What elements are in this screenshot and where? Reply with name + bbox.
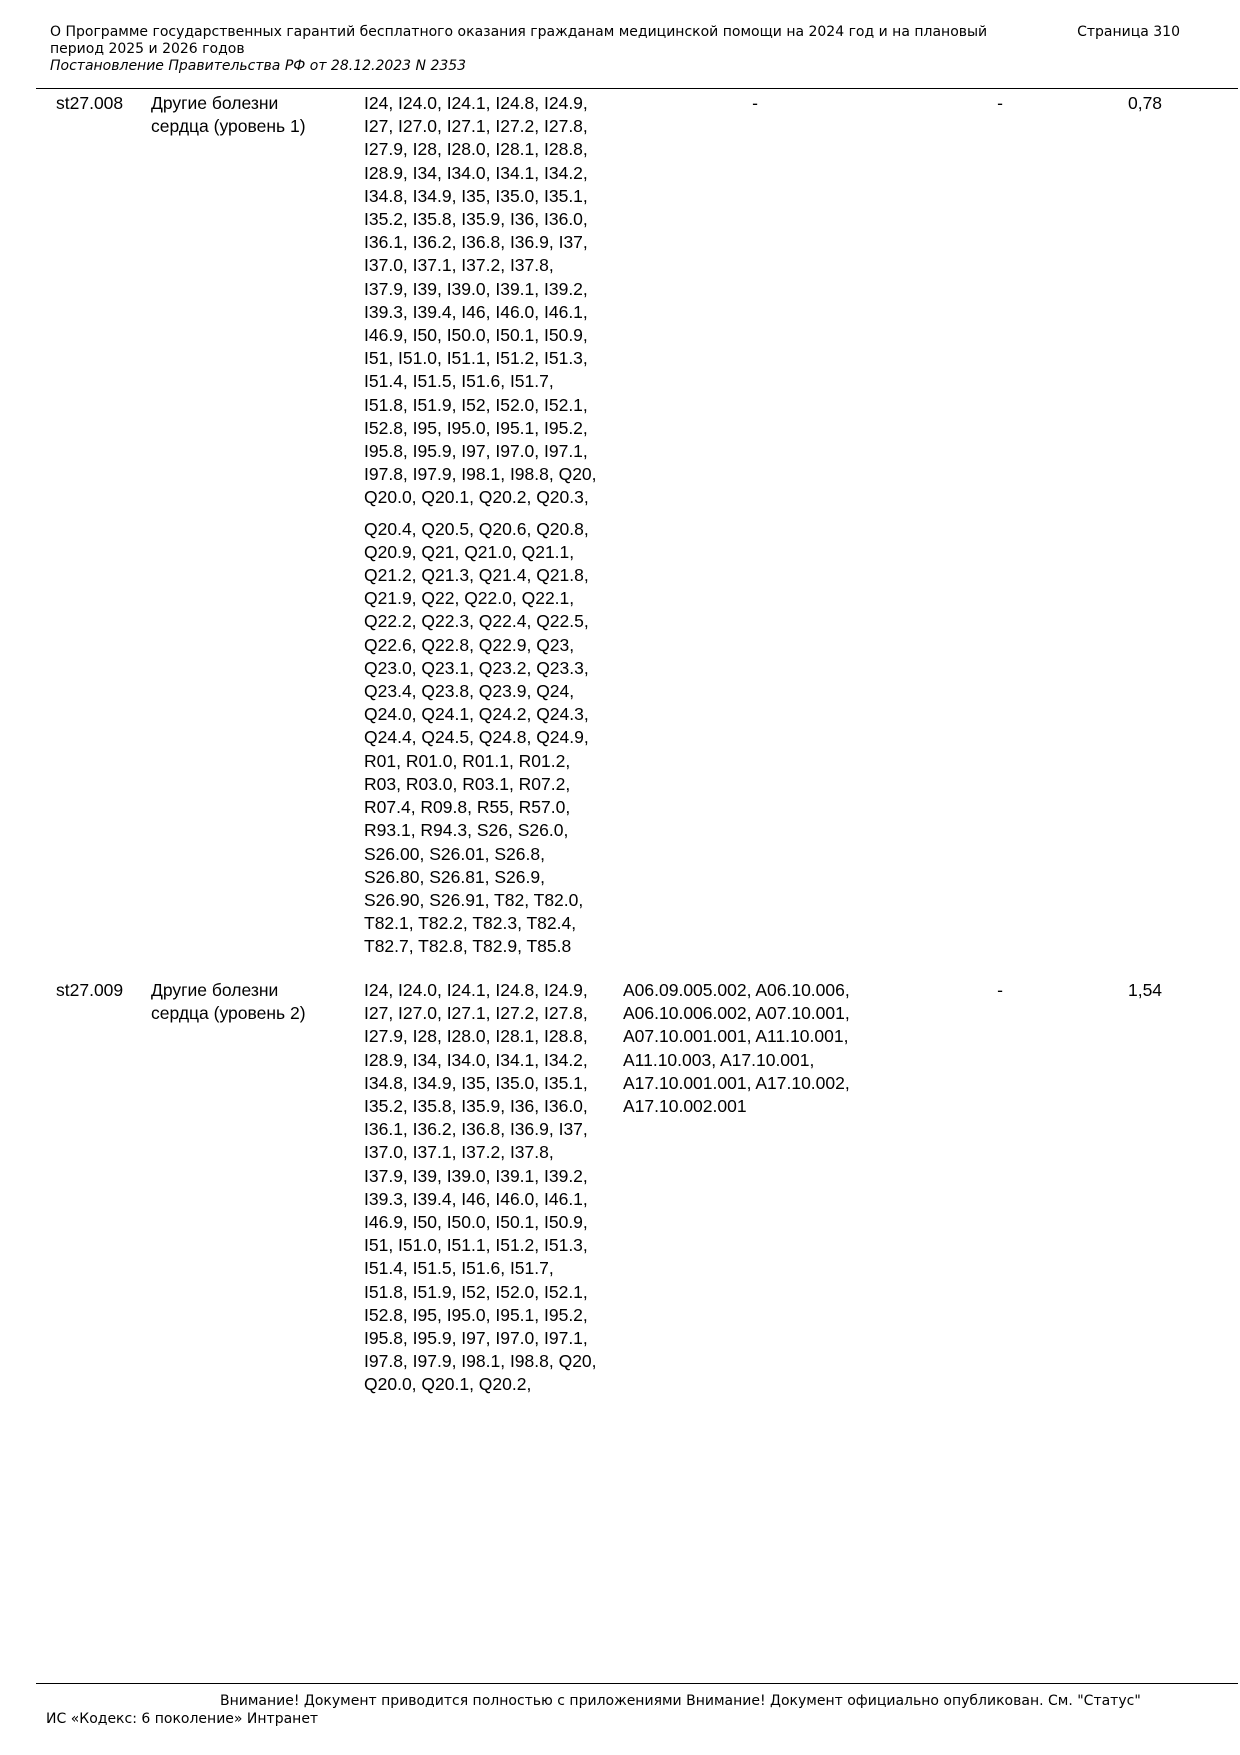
text-line: A11.10.003, A17.10.001, — [623, 1049, 815, 1070]
text-line: I27.9, I28, I28.0, I28.1, I28.8, — [364, 1026, 588, 1047]
text-line: I46.9, I50, I50.0, I50.1, I50.9, — [364, 325, 588, 346]
text-line: I27.9, I28, I28.0, I28.1, I28.8, — [364, 139, 588, 160]
text-line: I27, I27.0, I27.1, I27.2, I27.8, — [364, 1003, 588, 1024]
text-line: Другие болезни — [151, 93, 279, 113]
text-line: I28.9, I34, I34.0, I34.1, I34.2, — [364, 162, 588, 183]
text-line: I24, I24.0, I24.1, I24.8, I24.9, — [364, 93, 588, 113]
text-line: T82.1, T82.2, T82.3, T82.4, — [364, 913, 577, 934]
footer-system: ИС «Кодекс: 6 поколение» Интранет — [46, 1711, 319, 1727]
text-line: A17.10.002.001 — [623, 1096, 747, 1117]
text-line: I34.8, I34.9, I35, I35.0, I35.1, — [364, 185, 588, 206]
text-line: сердца (уровень 1) — [151, 116, 306, 137]
text-line: I51.4, I51.5, I51.6, I51.7, — [364, 1258, 554, 1279]
row-code: st27.008 — [56, 93, 124, 113]
text-line: Q20.0, Q20.1, Q20.2, — [364, 1374, 532, 1395]
text-line: Q22.6, Q22.8, Q22.9, Q23, — [364, 634, 575, 655]
text-line: A06.10.006.002, A07.10.001, — [623, 1003, 850, 1024]
text-line: I97.8, I97.9, I98.1, I98.8, Q20, — [364, 464, 597, 485]
footer-notice: Внимание! Документ приводится полностью с приложениями Внимание! Документ официально опубликован. См. "Статус" — [220, 1693, 1141, 1709]
diagnoses-block-a — [364, 979, 624, 1397]
text-line: I27, I27.0, I27.1, I27.2, I27.8, — [364, 116, 588, 137]
text-line: R01, R01.0, R01.1, R01.2, — [364, 750, 571, 771]
text-line: Q20.9, Q21, Q21.0, Q21.1, — [364, 541, 575, 562]
text-line: S26.80, S26.81, S26.9, — [364, 866, 545, 887]
row-name — [151, 979, 331, 1025]
row-name — [151, 92, 331, 138]
text-line: I95.8, I95.9, I97, I97.0, I97.1, — [364, 441, 588, 462]
text-line: I35.2, I35.8, I35.9, I36, I36.0, — [364, 209, 588, 230]
text-line: I37.9, I39, I39.0, I39.1, I39.2, — [364, 278, 588, 299]
text-line: I51, I51.0, I51.1, I51.2, I51.3, — [364, 348, 588, 369]
page-break-gap — [364, 510, 624, 518]
diagnoses-block-a — [364, 92, 624, 510]
text-line: I28.9, I34, I34.0, I34.1, I34.2, — [364, 1049, 588, 1070]
text-line: Q23.4, Q23.8, Q23.9, Q24, — [364, 681, 575, 702]
text-line: I51.4, I51.5, I51.6, I51.7, — [364, 371, 554, 392]
row-extra: - — [997, 980, 1003, 1000]
text-line: Q24.4, Q24.5, Q24.8, Q24.9, — [364, 727, 589, 748]
text-line: I35.2, I35.8, I35.9, I36, I36.0, — [364, 1096, 588, 1117]
text-line: S26.00, S26.01, S26.8, — [364, 843, 545, 864]
text-line: I39.3, I39.4, I46, I46.0, I46.1, — [364, 301, 588, 322]
page-header — [50, 24, 1180, 75]
text-line: I39.3, I39.4, I46, I46.0, I46.1, — [364, 1188, 588, 1209]
text-line: A17.10.001.001, A17.10.002, — [623, 1072, 850, 1093]
diagnoses-block-b — [364, 518, 624, 959]
document-subtitle: Постановление Правительства РФ от 28.12.2023 N 2353 — [50, 58, 467, 74]
document-title: О Программе государственных гарантий бесплатного оказания гражданам медицинской помощи на 2024 год и на плановый период 2025 и 2026 годов — [50, 24, 988, 57]
row-diagnoses — [364, 92, 624, 959]
text-line: I46.9, I50, I50.0, I50.1, I50.9, — [364, 1212, 588, 1233]
text-line: I37.0, I37.1, I37.2, I37.8, — [364, 255, 554, 276]
row-diagnoses — [364, 979, 624, 1397]
header-divider — [36, 88, 1238, 89]
text-line: I51.8, I51.9, I52, I52.0, I52.1, — [364, 1281, 588, 1302]
text-line: Q22.2, Q22.3, Q22.4, Q22.5, — [364, 611, 589, 632]
text-line: сердца (уровень 2) — [151, 1003, 306, 1024]
text-line: R03, R03.0, R03.1, R07.2, — [364, 773, 571, 794]
text-line: Q20.4, Q20.5, Q20.6, Q20.8, — [364, 518, 589, 539]
text-line: I51, I51.0, I51.1, I51.2, I51.3, — [364, 1235, 588, 1256]
text-line: Другие болезни — [151, 980, 279, 1000]
text-line: Q21.9, Q22, Q22.0, Q22.1, — [364, 588, 575, 609]
page-number: Страница 310 — [1077, 24, 1180, 40]
text-line: I37.0, I37.1, I37.2, I37.8, — [364, 1142, 554, 1163]
text-line: Q23.0, Q23.1, Q23.2, Q23.3, — [364, 657, 589, 678]
row-services — [623, 979, 903, 1118]
text-line: A07.10.001.001, A11.10.001, — [623, 1026, 849, 1047]
text-line: - — [752, 93, 758, 113]
row-coefficient: 1,54 — [1127, 980, 1163, 1000]
text-line: I51.8, I51.9, I52, I52.0, I52.1, — [364, 394, 588, 415]
text-line: I36.1, I36.2, I36.8, I36.9, I37, — [364, 232, 588, 253]
text-line: S26.90, S26.91, T82, T82.0, — [364, 889, 584, 910]
page-footer — [46, 1692, 1186, 1728]
row-coefficient: 0,78 — [1127, 93, 1163, 113]
footer-divider — [36, 1683, 1238, 1684]
text-line: Q20.0, Q20.1, Q20.2, Q20.3, — [364, 487, 589, 508]
row-code: st27.009 — [56, 980, 124, 1000]
text-line: R07.4, R09.8, R55, R57.0, — [364, 797, 571, 818]
text-line: Q24.0, Q24.1, Q24.2, Q24.3, — [364, 704, 589, 725]
text-line: I37.9, I39, I39.0, I39.1, I39.2, — [364, 1165, 588, 1186]
text-line: I24, I24.0, I24.1, I24.8, I24.9, — [364, 980, 588, 1000]
text-line: I97.8, I97.9, I98.1, I98.8, Q20, — [364, 1351, 597, 1372]
text-line: I95.8, I95.9, I97, I97.0, I97.1, — [364, 1328, 588, 1349]
text-line: I52.8, I95, I95.0, I95.1, I95.2, — [364, 1304, 588, 1325]
text-line: R93.1, R94.3, S26, S26.0, — [364, 820, 569, 841]
text-line: A06.09.005.002, A06.10.006, — [623, 980, 850, 1000]
text-line: I52.8, I95, I95.0, I95.1, I95.2, — [364, 417, 588, 438]
row-services — [623, 92, 887, 115]
text-line: I34.8, I34.9, I35, I35.0, I35.1, — [364, 1072, 588, 1093]
text-line: Q21.2, Q21.3, Q21.4, Q21.8, — [364, 565, 589, 586]
row-extra: - — [997, 93, 1003, 113]
text-line: I36.1, I36.2, I36.8, I36.9, I37, — [364, 1119, 588, 1140]
text-line: T82.7, T82.8, T82.9, T85.8 — [364, 936, 572, 957]
